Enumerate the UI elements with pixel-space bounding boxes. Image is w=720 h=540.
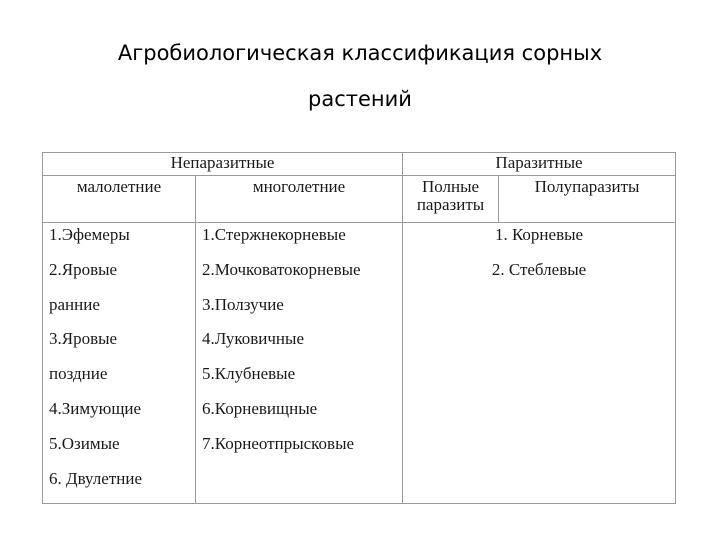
list-item: 1.Эфемеры [49, 225, 130, 244]
annual-list [43, 223, 195, 503]
list-item: 6.Корневищные [202, 398, 318, 418]
list-item: 4.Зимующие [49, 398, 142, 418]
perennial-list [196, 223, 402, 469]
list-item: 5.Клубневые [202, 364, 296, 384]
list-item: 7.Корнеотпрысковые [202, 433, 355, 453]
header-semi-parasites: Полупаразиты [499, 176, 676, 223]
list-item: 5.Озимые [49, 433, 120, 453]
list-item: 3.Яровые [49, 329, 118, 349]
parasitic-cell [403, 223, 676, 504]
annual-cell [43, 223, 196, 504]
header-perennial: многолетние [196, 176, 403, 223]
parasitic-list [403, 223, 675, 295]
header-nonparasitic: Непаразитные [43, 153, 403, 176]
list-item: 3.Ползучие [202, 294, 284, 314]
list-item: ранние [49, 294, 100, 314]
classification-table [42, 152, 676, 504]
list-item: 6. Двулетние [49, 468, 142, 488]
title-line-1: Агробиологическая классификация сорных [117, 41, 603, 65]
title-line-2: растений [308, 87, 412, 111]
list-item: поздние [49, 364, 108, 384]
list-item: 2.Яровые [49, 259, 118, 279]
page-title [0, 30, 720, 122]
header-annual: малолетние [43, 176, 196, 223]
list-item: 1. Корневые [494, 225, 584, 244]
header-full-parasites: Полные паразиты [403, 176, 499, 223]
list-item: 2. Стеблевые [491, 259, 587, 279]
list-item: 1.Стержнекорневые [202, 225, 346, 244]
list-item: 2.Мочковатокорневые [202, 259, 361, 279]
header-parasitic: Паразитные [403, 153, 676, 176]
perennial-cell [196, 223, 403, 504]
list-item: 4.Луковичные [202, 329, 304, 349]
